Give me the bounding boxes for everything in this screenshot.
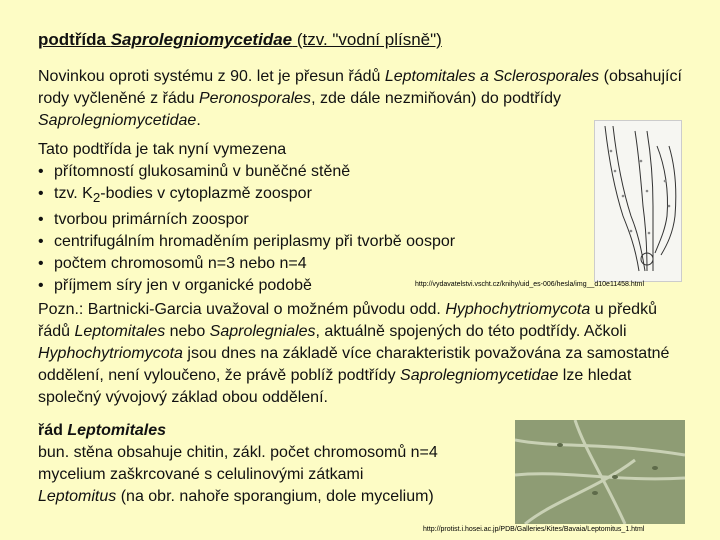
list-item: • počtem chromosomů n=3 nebo n=4 [38, 255, 307, 273]
list-item: • centrifugálním hromaděním periplasmy při tvorbě oospor [38, 233, 456, 251]
list-item: • přítomností glukosaminů v buněčné stěně [38, 163, 351, 180]
list-item: • příjmem síry jen v organické podobě [38, 277, 312, 295]
sporangium-image [594, 120, 682, 282]
list-item: • tzv. $K_2$-bodies v cytoplazmě zoospor [38, 185, 312, 206]
definition-heading: Tato podtřída je tak nyní vymezena [38, 141, 287, 158]
page-title: podtřída Saprolegniomycetidae (tzv. "vodní plísně") [38, 30, 442, 49]
order-heading: řád Leptomitales [38, 422, 167, 439]
mycelium-image [515, 420, 685, 524]
order-line: bun. stěna obsahuje chitin, zákl. počet chromosomů n=4 [38, 444, 438, 461]
image-source-link[interactable]: http://vydavatelstvi.vscht.cz/knihy/uid_es-006/hesla/img__d10e11458.html [415, 281, 645, 288]
intro-paragraph: Novinkou oproti systému z 90. let je přesun řádů Leptomitales a Sclerosporales (obsahující rody vyčleněné z řádu Peronosporales, zde dále nezmiňován) do podtřídy Saprolegniomycetidae. [38, 68, 682, 129]
list-item: • tvorbou primárních zoospor [38, 211, 249, 229]
order-line: Leptomitus (na obr. nahoře sporangium, dole mycelium) [38, 488, 434, 505]
note-paragraph: Pozn.: Bartnicki-Garcia uvažoval o možném původu odd. Hyphochytriomycota u předků řádů Leptomitales nebo Saprolegniales, aktuálně spojených do této podtřídy. Ačkoli Hyphochytriomycota jsou dnes na základě více charakteristik považována za samostatné oddělení, není vyloučeno, že právě poblíž podtřídy Saprolegniomycetidae lze hledat společný vývojový základ obou oddělení. [38, 301, 670, 406]
order-section [38, 420, 538, 508]
definition-list [38, 139, 578, 297]
order-line: mycelium zaškrcované s celulinovými zátkami [38, 466, 364, 483]
image-source-link[interactable]: http://protist.i.hosei.ac.jp/PDB/Galleries/Kites/Bavaia/Leptomitus_1.html [423, 526, 645, 533]
